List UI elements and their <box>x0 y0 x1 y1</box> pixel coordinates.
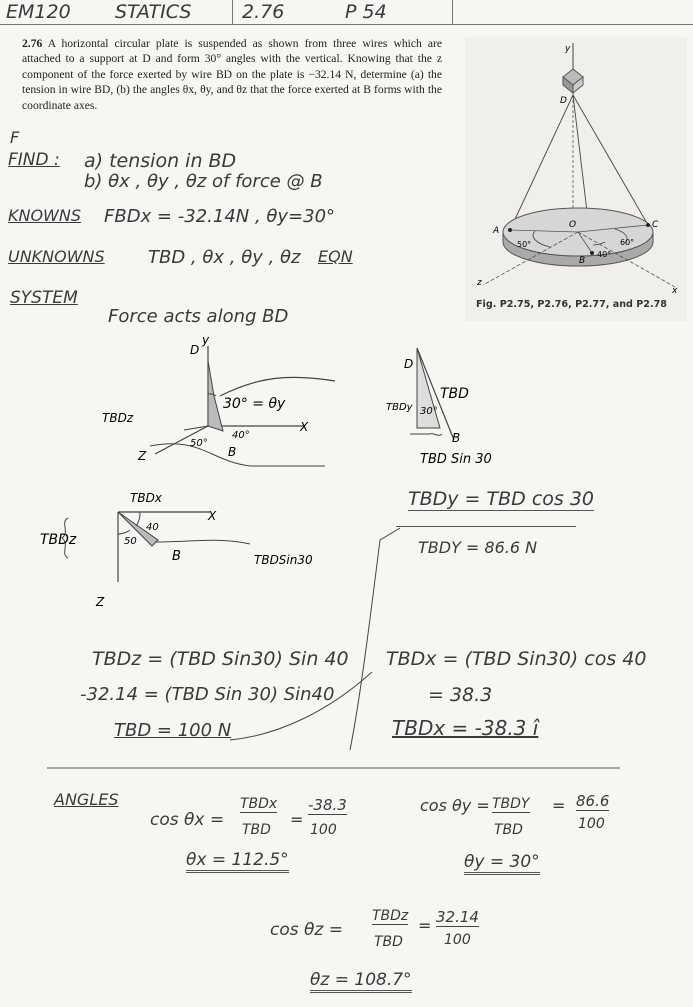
sketch3-z: Z <box>96 595 105 609</box>
knowns-label: KNOWNS <box>8 206 81 225</box>
knowns-value: FBDx = -32.14N , θy=30° <box>104 206 336 227</box>
find-label: FIND : <box>8 150 60 170</box>
cosx-eq: = <box>290 810 304 829</box>
sketch1-label-d: D <box>190 343 200 357</box>
sketch3-tbdz: TBDz <box>40 532 77 548</box>
fig-angle-40: 40° <box>597 250 612 259</box>
sketch2-note: TBD Sin 30 <box>420 452 492 466</box>
eq-divider <box>396 526 576 527</box>
cosx-lhs: cos θx = <box>150 810 225 830</box>
problem-text: A horizontal circular plate is suspended as shown from three wires which are attached to a support at D and form 30° angles with the vertical. Knowing that the z component of the force exerted by wire BD on the plate is −32.14 N, determine (a) the tension in wire BD, (b) the angles θx, θy, and θz that the force exerted at B forms with the coordinate axes. <box>22 37 442 112</box>
theta-y-result: θy = 30° <box>464 852 540 875</box>
sketch2-b: B <box>452 431 461 445</box>
eq-tbd-result: TBD = 100 N <box>114 720 232 741</box>
cosz-lhs: cos θz = <box>270 920 343 940</box>
eq-tbdx-2: = 38.3 <box>428 684 493 706</box>
cosy-vnum: 86.6 <box>576 792 610 810</box>
cosy-lhs: cos θy = <box>420 796 490 815</box>
theta-x-result: θx = 112.5° <box>186 850 289 873</box>
header-page-number: P 54 <box>345 1 387 23</box>
fig-label-c: C <box>652 220 659 230</box>
unknowns-label: UNKNOWNS <box>8 247 105 266</box>
eq-tbdx-result: TBDx = -38.3 î <box>392 716 539 740</box>
cosz-num: TBDz <box>372 908 409 924</box>
eq-tbdz-1: TBDz = (TBD Sin30) Sin 40 <box>92 648 349 670</box>
fig-label-x: x <box>672 286 678 296</box>
sketch2-tbd: TBD <box>440 386 469 402</box>
fig-label-y: y <box>565 44 571 54</box>
theta-z-result: θz = 108.7° <box>310 970 412 993</box>
eq-tbdy-2: TBDY = 86.6 N <box>418 538 538 557</box>
eqn-label: EQN <box>318 247 353 266</box>
eq-tbdy-1: TBDy = TBD cos 30 <box>408 488 595 510</box>
system-label: SYSTEM <box>10 288 78 308</box>
cosz-vden: 100 <box>444 932 471 948</box>
sketch2-tbdy: TBDy <box>386 402 413 413</box>
cosz-vnum: 32.14 <box>436 908 479 926</box>
sketch1-b: B <box>228 445 237 459</box>
sketch2-d: D <box>404 357 414 371</box>
fig-angle-50: 50° <box>517 240 532 249</box>
sketch-top-view <box>40 482 350 612</box>
find-part-a: a) tension in BD <box>84 150 237 172</box>
find-part-b: b) θx , θy , θz of force @ B <box>84 171 323 192</box>
sketch1-x: X <box>300 420 309 434</box>
sketch1-tbdz: TBDz <box>102 411 134 425</box>
fig-label-a: A <box>493 226 500 236</box>
subject-title: STATICS <box>115 1 192 23</box>
cosy-vden: 100 <box>578 816 605 832</box>
problem-statement <box>22 36 442 113</box>
sketch3-note: TBDSin30 <box>254 553 313 567</box>
sketch2-angle: 30° <box>420 406 438 417</box>
fig-label-o: O <box>569 220 577 230</box>
eq-tbdx-1: TBDx = (TBD Sin30) cos 40 <box>386 648 647 670</box>
fig-label-d: D <box>560 96 567 106</box>
sketch3-angle-50: 50 <box>124 536 137 547</box>
sketch-force-3d <box>90 336 410 476</box>
problem-figure <box>465 37 687 321</box>
figure-diagram <box>465 37 687 321</box>
page-header <box>0 0 693 25</box>
cosy-den: TBD <box>494 822 523 838</box>
sketch1-angle-40: 40° <box>232 430 250 441</box>
cosx-den: TBD <box>242 822 271 838</box>
eq-tbdz-2: -32.14 = (TBD Sin 30) Sin40 <box>80 684 335 705</box>
figure-caption: Fig. P2.75, P2.76, P2.77, and P2.78 <box>476 299 667 310</box>
fig-angle-60: 60° <box>620 238 635 247</box>
sketch3-b: B <box>172 549 181 564</box>
sketch1-z: Z <box>138 449 147 463</box>
sketch1-angle: 30° = θy <box>223 396 286 412</box>
angles-label: ANGLES <box>54 790 119 809</box>
cosx-vnum: -38.3 <box>308 796 347 814</box>
problem-number: 2.76 <box>22 37 43 50</box>
cosz-eq: = <box>418 916 432 935</box>
sketch3-x: X <box>208 509 217 523</box>
course-code: EM120 <box>6 1 71 23</box>
unknowns-value: TBD , θx , θy , θz <box>148 247 301 268</box>
header-problem-number: 2.76 <box>242 1 285 23</box>
cosx-num: TBDx <box>240 796 278 812</box>
cosy-eq: = <box>552 796 566 815</box>
header-divider <box>452 0 453 24</box>
system-note: Force acts along BD <box>108 306 289 327</box>
cosy-num: TBDY <box>492 796 530 812</box>
f-mark: F <box>10 128 20 147</box>
sketch3-tbdx: TBDx <box>130 491 162 505</box>
fig-label-z: z <box>477 278 482 288</box>
cosz-den: TBD <box>374 934 403 950</box>
sketch-triangle <box>382 336 542 466</box>
fig-label-b: B <box>579 256 586 266</box>
cosx-vden: 100 <box>310 822 337 838</box>
sketch1-angle-50: 50° <box>190 438 208 449</box>
sketch1-label-y: y <box>202 336 210 347</box>
header-divider <box>232 0 233 24</box>
sketch3-angle-40: 40 <box>146 522 159 533</box>
